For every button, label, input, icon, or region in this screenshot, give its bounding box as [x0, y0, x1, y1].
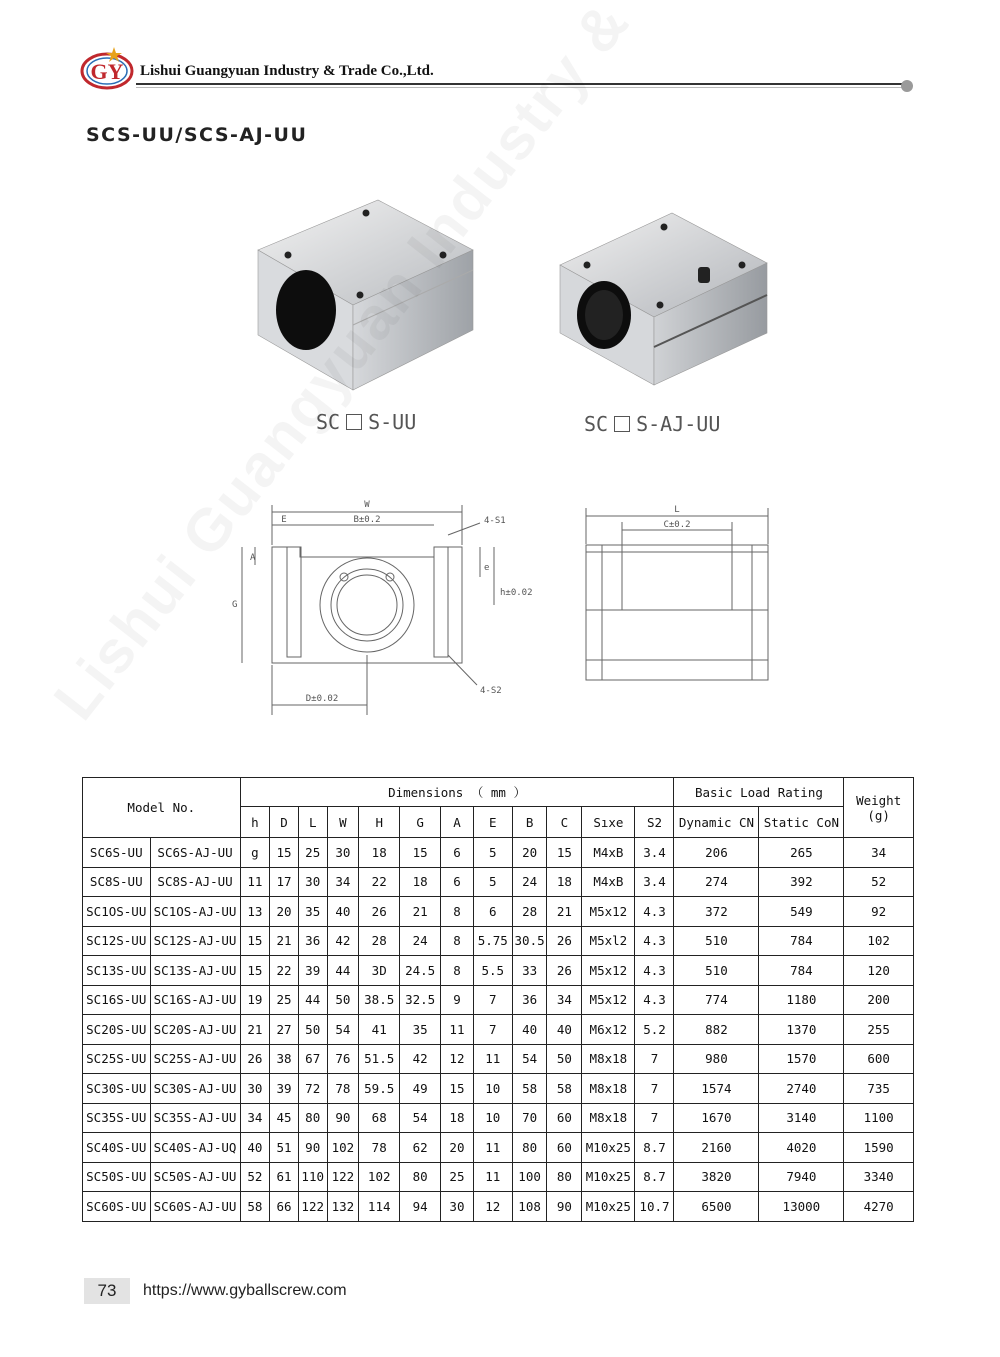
- table-cell: 70: [512, 1103, 547, 1133]
- table-cell: 102: [359, 1162, 400, 1192]
- table-cell: SC6S-AJ-UU: [150, 838, 240, 868]
- table-cell: 510: [674, 956, 759, 986]
- table-cell: 882: [674, 1015, 759, 1045]
- table-cell: 6500: [674, 1192, 759, 1222]
- table-cell: 735: [844, 1074, 914, 1104]
- table-cell: 4.3: [635, 897, 674, 927]
- table-cell: 18: [359, 838, 400, 868]
- table-cell: 11: [240, 867, 270, 897]
- table-cell: 54: [400, 1103, 441, 1133]
- table-cell: 13: [240, 897, 270, 927]
- table-cell: 26: [547, 956, 582, 986]
- table-cell: 122: [327, 1162, 359, 1192]
- col-header: C: [547, 807, 582, 838]
- table-cell: 92: [844, 897, 914, 927]
- table-cell: SC30S-UU: [83, 1074, 151, 1104]
- table-cell: 5: [473, 867, 512, 897]
- table-cell: 20: [270, 897, 299, 927]
- table-cell: 15: [400, 838, 441, 868]
- table-cell: 8: [441, 956, 474, 986]
- table-row: [83, 1192, 914, 1222]
- table-cell: SC60S-AJ-UU: [150, 1192, 240, 1222]
- table-cell: M10x25: [582, 1133, 635, 1163]
- table-cell: SC20S-AJ-UU: [150, 1015, 240, 1045]
- table-cell: 4270: [844, 1192, 914, 1222]
- table-cell: 10.7: [635, 1192, 674, 1222]
- table-cell: 7: [473, 985, 512, 1015]
- table-cell: 22: [270, 956, 299, 986]
- table-cell: 7: [473, 1015, 512, 1045]
- table-cell: 54: [512, 1044, 547, 1074]
- table-cell: M5x12: [582, 985, 635, 1015]
- table-cell: 28: [512, 897, 547, 927]
- table-cell: 372: [674, 897, 759, 927]
- table-cell: 50: [327, 985, 359, 1015]
- table-cell: 3D: [359, 956, 400, 986]
- table-cell: 102: [327, 1133, 359, 1163]
- table-cell: 20: [512, 838, 547, 868]
- table-cell: 61: [270, 1162, 299, 1192]
- table-cell: 3.4: [635, 838, 674, 868]
- table-cell: 17: [270, 867, 299, 897]
- table-cell: 102: [844, 926, 914, 956]
- table-cell: 34: [327, 867, 359, 897]
- table-cell: 44: [327, 956, 359, 986]
- table-cell: 15: [441, 1074, 474, 1104]
- table-cell: 66: [270, 1192, 299, 1222]
- dim-E: E: [281, 515, 287, 525]
- table-cell: 784: [759, 926, 844, 956]
- dim-S1: 4-S1: [484, 516, 506, 526]
- table-cell: 36: [298, 926, 327, 956]
- col-header: E: [473, 807, 512, 838]
- dim-G: G: [232, 600, 238, 610]
- dim-e: e: [484, 563, 490, 573]
- table-cell: 10: [473, 1103, 512, 1133]
- product-image-scs-aj-uu: [552, 205, 782, 395]
- table-cell: 34: [240, 1103, 270, 1133]
- dim-B: B±0.2: [353, 515, 381, 525]
- table-cell: 80: [547, 1162, 582, 1192]
- page-header: [80, 45, 920, 95]
- table-cell: 76: [327, 1044, 359, 1074]
- table-row: [83, 1015, 914, 1045]
- table-cell: 4.3: [635, 926, 674, 956]
- table-cell: 58: [512, 1074, 547, 1104]
- table-cell: 26: [547, 926, 582, 956]
- col-header: L: [298, 807, 327, 838]
- table-cell: SC8S-UU: [83, 867, 151, 897]
- table-cell: 9: [441, 985, 474, 1015]
- table-cell: 90: [327, 1103, 359, 1133]
- table-cell: 7: [635, 1103, 674, 1133]
- table-cell: 13000: [759, 1192, 844, 1222]
- table-cell: M4xB: [582, 867, 635, 897]
- table-cell: 122: [298, 1192, 327, 1222]
- table-cell: 8: [441, 926, 474, 956]
- table-cell: SC12S-AJ-UU: [150, 926, 240, 956]
- table-cell: 8.7: [635, 1133, 674, 1163]
- table-row: [83, 1133, 914, 1163]
- spec-table: [82, 777, 914, 1222]
- table-cell: SC16S-AJ-UU: [150, 985, 240, 1015]
- table-cell: 58: [240, 1192, 270, 1222]
- table-cell: 24: [400, 926, 441, 956]
- product-image-scs-uu: [248, 195, 483, 395]
- table-cell: 3340: [844, 1162, 914, 1192]
- page-title: SCS-UU/SCS-AJ-UU: [86, 124, 308, 146]
- product-caption-scs-aj-uu: SC S-AJ-UU: [584, 412, 721, 436]
- table-cell: 11: [473, 1133, 512, 1163]
- table-cell: M6x12: [582, 1015, 635, 1045]
- table-cell: 50: [547, 1044, 582, 1074]
- table-cell: 200: [844, 985, 914, 1015]
- table-cell: 39: [270, 1074, 299, 1104]
- table-cell: 38: [270, 1044, 299, 1074]
- table-cell: 44: [298, 985, 327, 1015]
- table-cell: 12: [473, 1192, 512, 1222]
- table-cell: 90: [547, 1192, 582, 1222]
- table-cell: 49: [400, 1074, 441, 1104]
- table-cell: 6: [441, 838, 474, 868]
- table-cell: 4.3: [635, 985, 674, 1015]
- table-cell: 19: [240, 985, 270, 1015]
- table-cell: SC25S-AJ-UU: [150, 1044, 240, 1074]
- table-cell: 38.5: [359, 985, 400, 1015]
- table-cell: 36: [512, 985, 547, 1015]
- table-cell: 35: [400, 1015, 441, 1045]
- table-cell: 2740: [759, 1074, 844, 1104]
- table-cell: SC6S-UU: [83, 838, 151, 868]
- table-cell: 10: [473, 1074, 512, 1104]
- spec-table-body: [83, 838, 914, 1222]
- header-divider-thin: [136, 87, 904, 88]
- table-cell: 1100: [844, 1103, 914, 1133]
- table-cell: 60: [547, 1103, 582, 1133]
- table-cell: 15: [547, 838, 582, 868]
- table-cell: 62: [400, 1133, 441, 1163]
- table-cell: 114: [359, 1192, 400, 1222]
- table-cell: SC50S-AJ-UU: [150, 1162, 240, 1192]
- table-cell: 30: [298, 867, 327, 897]
- table-cell: 3.4: [635, 867, 674, 897]
- col-header: Dynamic CN: [674, 807, 759, 838]
- table-cell: 30: [441, 1192, 474, 1222]
- table-cell: 7: [635, 1074, 674, 1104]
- table-cell: 90: [298, 1133, 327, 1163]
- company-name: Lishui Guangyuan Industry & Trade Co.,Ltd.: [140, 63, 434, 79]
- table-row: [83, 897, 914, 927]
- table-cell: 1574: [674, 1074, 759, 1104]
- col-header: D: [270, 807, 299, 838]
- table-cell: 78: [359, 1133, 400, 1163]
- table-cell: 12: [441, 1044, 474, 1074]
- table-cell: SC12S-UU: [83, 926, 151, 956]
- table-cell: 34: [547, 985, 582, 1015]
- dimensions-header: Dimensions （ mm ）: [240, 778, 674, 807]
- table-cell: 40: [327, 897, 359, 927]
- col-header: Sıxe: [582, 807, 635, 838]
- table-cell: 7940: [759, 1162, 844, 1192]
- table-cell: SC30S-AJ-UU: [150, 1074, 240, 1104]
- table-row: [83, 956, 914, 986]
- table-cell: SC16S-UU: [83, 985, 151, 1015]
- table-cell: 7: [635, 1044, 674, 1074]
- table-cell: 1590: [844, 1133, 914, 1163]
- table-cell: M5xl2: [582, 926, 635, 956]
- table-cell: 600: [844, 1044, 914, 1074]
- table-cell: 110: [298, 1162, 327, 1192]
- table-cell: 1570: [759, 1044, 844, 1074]
- table-cell: 1370: [759, 1015, 844, 1045]
- table-cell: SC40S-AJ-UQ: [150, 1133, 240, 1163]
- table-cell: 8.7: [635, 1162, 674, 1192]
- table-cell: SC1OS-AJ-UU: [150, 897, 240, 927]
- table-cell: 67: [298, 1044, 327, 1074]
- col-header: h: [240, 807, 270, 838]
- table-cell: SC60S-UU: [83, 1192, 151, 1222]
- size-placeholder-box: [614, 416, 630, 432]
- table-cell: 21: [547, 897, 582, 927]
- table-cell: 4020: [759, 1133, 844, 1163]
- table-cell: 40: [240, 1133, 270, 1163]
- table-cell: 78: [327, 1074, 359, 1104]
- table-cell: 42: [400, 1044, 441, 1074]
- table-cell: 11: [441, 1015, 474, 1045]
- dim-A: A: [250, 553, 256, 563]
- table-cell: 20: [441, 1133, 474, 1163]
- table-cell: 784: [759, 956, 844, 986]
- table-cell: 4.3: [635, 956, 674, 986]
- table-cell: 80: [400, 1162, 441, 1192]
- table-cell: 549: [759, 897, 844, 927]
- weight-header: Weight (g): [844, 778, 914, 838]
- table-cell: 41: [359, 1015, 400, 1045]
- table-cell: 100: [512, 1162, 547, 1192]
- col-header: H: [359, 807, 400, 838]
- table-cell: SC35S-UU: [83, 1103, 151, 1133]
- table-cell: 25: [298, 838, 327, 868]
- col-header: S2: [635, 807, 674, 838]
- table-cell: 33: [512, 956, 547, 986]
- table-cell: M5x12: [582, 956, 635, 986]
- table-cell: SC50S-UU: [83, 1162, 151, 1192]
- table-cell: 6: [441, 867, 474, 897]
- technical-drawing-front: [222, 495, 533, 725]
- table-cell: 51.5: [359, 1044, 400, 1074]
- size-placeholder-box: [346, 414, 362, 430]
- table-cell: 11: [473, 1044, 512, 1074]
- table-cell: 50: [298, 1015, 327, 1045]
- table-cell: 59.5: [359, 1074, 400, 1104]
- table-cell: 28: [359, 926, 400, 956]
- table-cell: 30: [240, 1074, 270, 1104]
- table-cell: 30: [327, 838, 359, 868]
- table-cell: 80: [298, 1103, 327, 1133]
- table-cell: 80: [512, 1133, 547, 1163]
- table-cell: 26: [359, 897, 400, 927]
- table-row: [83, 1162, 914, 1192]
- table-cell: 5.2: [635, 1015, 674, 1045]
- table-cell: SC35S-AJ-UU: [150, 1103, 240, 1133]
- table-cell: 1180: [759, 985, 844, 1015]
- company-logo: [80, 45, 136, 91]
- table-cell: 42: [327, 926, 359, 956]
- table-cell: 18: [441, 1103, 474, 1133]
- table-cell: 255: [844, 1015, 914, 1045]
- table-cell: M10x25: [582, 1192, 635, 1222]
- col-header: G: [400, 807, 441, 838]
- table-cell: 132: [327, 1192, 359, 1222]
- page-number: 73: [84, 1278, 130, 1304]
- table-cell: 5.75: [473, 926, 512, 956]
- table-cell: M8x18: [582, 1103, 635, 1133]
- table-row: [83, 926, 914, 956]
- table-cell: 40: [512, 1015, 547, 1045]
- dim-D: D±0.02: [305, 694, 339, 704]
- table-cell: SC40S-UU: [83, 1133, 151, 1163]
- table-cell: 8: [441, 897, 474, 927]
- table-cell: 392: [759, 867, 844, 897]
- table-cell: 206: [674, 838, 759, 868]
- table-cell: 22: [359, 867, 400, 897]
- table-cell: 34: [844, 838, 914, 868]
- dim-L: L: [674, 505, 680, 515]
- table-row: [83, 985, 914, 1015]
- dim-h: h±0.02: [500, 588, 533, 598]
- table-cell: M5x12: [582, 897, 635, 927]
- table-cell: 30.5: [512, 926, 547, 956]
- header-dot: [901, 80, 913, 92]
- table-row: [83, 838, 914, 868]
- table-cell: 5.5: [473, 956, 512, 986]
- table-row: [83, 1044, 914, 1074]
- table-cell: 35: [298, 897, 327, 927]
- table-cell: 72: [298, 1074, 327, 1104]
- table-cell: 68: [359, 1103, 400, 1133]
- dim-S2: 4-S2: [480, 686, 502, 696]
- table-cell: 18: [400, 867, 441, 897]
- table-row: [83, 1103, 914, 1133]
- table-cell: 15: [270, 838, 299, 868]
- footer-url[interactable]: https://www.gyballscrew.com: [143, 1282, 347, 1299]
- table-cell: 25: [441, 1162, 474, 1192]
- table-cell: 51: [270, 1133, 299, 1163]
- table-cell: 1670: [674, 1103, 759, 1133]
- table-cell: 15: [240, 956, 270, 986]
- table-cell: SC1OS-UU: [83, 897, 151, 927]
- table-cell: 52: [844, 867, 914, 897]
- table-cell: 11: [473, 1162, 512, 1192]
- col-header: W: [327, 807, 359, 838]
- table-cell: 18: [547, 867, 582, 897]
- table-cell: SC8S-AJ-UU: [150, 867, 240, 897]
- table-cell: 39: [298, 956, 327, 986]
- table-cell: 15: [240, 926, 270, 956]
- table-cell: 3140: [759, 1103, 844, 1133]
- table-cell: M4xB: [582, 838, 635, 868]
- table-row: [83, 867, 914, 897]
- table-cell: SC13S-UU: [83, 956, 151, 986]
- table-cell: 265: [759, 838, 844, 868]
- table-cell: 21: [400, 897, 441, 927]
- dim-C: C±0.2: [663, 520, 691, 530]
- table-cell: 5: [473, 838, 512, 868]
- table-cell: 108: [512, 1192, 547, 1222]
- table-cell: g: [240, 838, 270, 868]
- table-cell: 40: [547, 1015, 582, 1045]
- col-header: B: [512, 807, 547, 838]
- table-cell: M8x18: [582, 1074, 635, 1104]
- product-caption-scs-uu: SC S-UU: [316, 410, 417, 434]
- table-cell: M10x25: [582, 1162, 635, 1192]
- technical-drawing-side: [578, 500, 778, 690]
- table-cell: 25: [270, 985, 299, 1015]
- table-cell: 27: [270, 1015, 299, 1045]
- table-cell: 32.5: [400, 985, 441, 1015]
- dim-W: W: [364, 500, 370, 510]
- table-cell: 6: [473, 897, 512, 927]
- table-cell: 54: [327, 1015, 359, 1045]
- logo-text: GY: [90, 59, 124, 84]
- table-cell: 21: [270, 926, 299, 956]
- table-cell: 24: [512, 867, 547, 897]
- table-cell: 21: [240, 1015, 270, 1045]
- table-cell: SC25S-UU: [83, 1044, 151, 1074]
- table-cell: 510: [674, 926, 759, 956]
- table-cell: 26: [240, 1044, 270, 1074]
- table-cell: 774: [674, 985, 759, 1015]
- table-row: [83, 1074, 914, 1104]
- table-cell: 58: [547, 1074, 582, 1104]
- load-rating-header: Basic Load Rating: [674, 778, 844, 807]
- table-cell: 980: [674, 1044, 759, 1074]
- table-cell: 3820: [674, 1162, 759, 1192]
- table-cell: 24.5: [400, 956, 441, 986]
- col-header: Static CoN: [759, 807, 844, 838]
- table-cell: 120: [844, 956, 914, 986]
- header-divider: [136, 83, 904, 85]
- table-cell: M8x18: [582, 1044, 635, 1074]
- table-cell: 274: [674, 867, 759, 897]
- col-header: A: [441, 807, 474, 838]
- table-cell: SC20S-UU: [83, 1015, 151, 1045]
- table-cell: 45: [270, 1103, 299, 1133]
- model-header: Model No.: [83, 778, 241, 838]
- table-cell: 52: [240, 1162, 270, 1192]
- table-cell: 94: [400, 1192, 441, 1222]
- table-cell: 60: [547, 1133, 582, 1163]
- table-cell: 2160: [674, 1133, 759, 1163]
- table-cell: SC13S-AJ-UU: [150, 956, 240, 986]
